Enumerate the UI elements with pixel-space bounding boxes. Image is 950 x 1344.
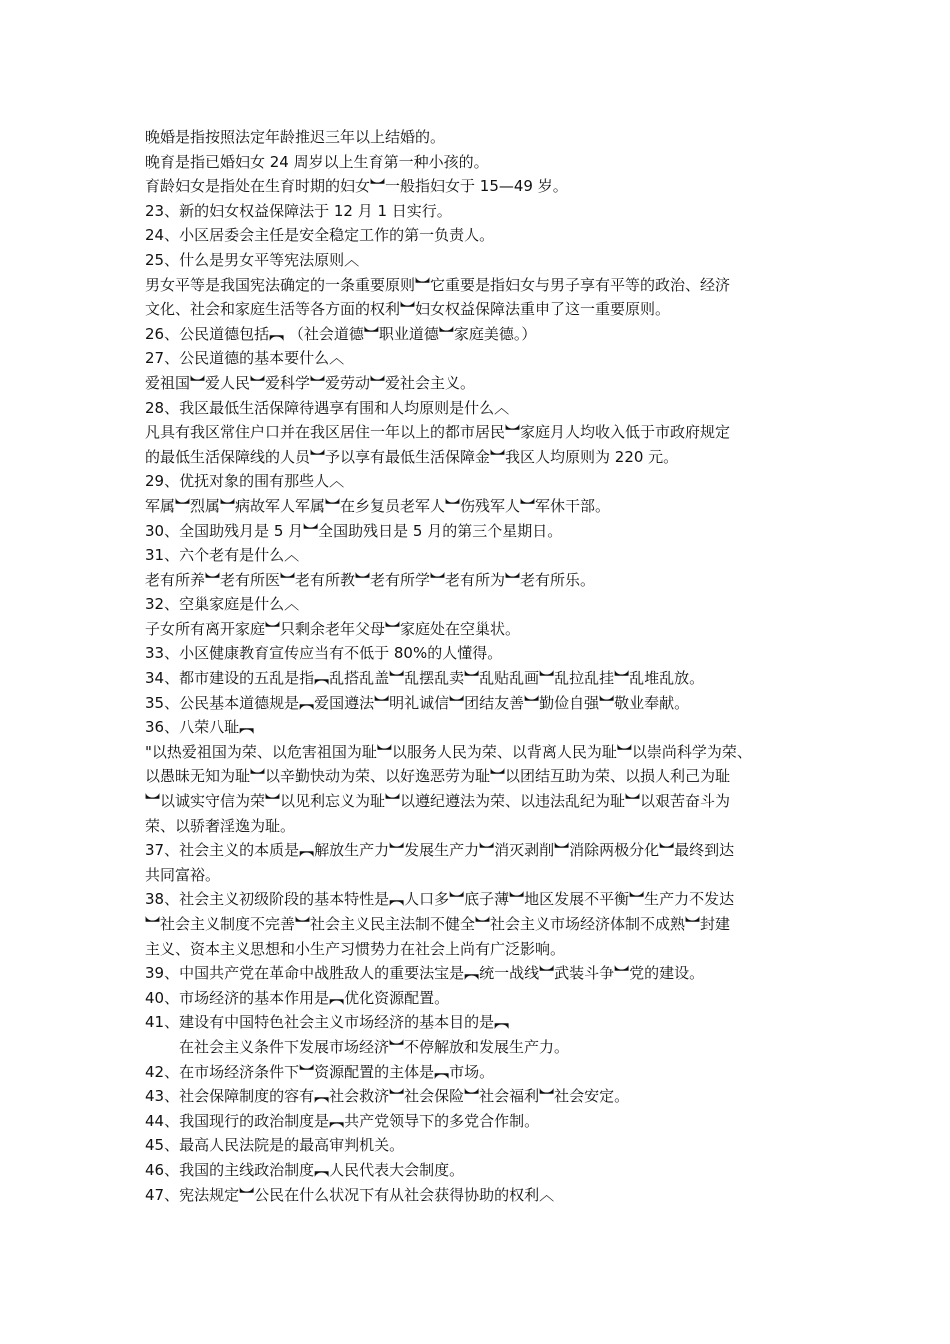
text-line: 31、六个老有是什么︿ — [145, 546, 300, 565]
text-line: ︼以诚实守信为荣︼以见利忘义为耻︼以遵纪遵法为荣、以违法乱纪为耻︼以艰苦奋斗为 — [145, 792, 731, 811]
text-line: 的最低生活保障线的人员︼予以享有最低生活保障金︼我区人均原则为 220 元。 — [145, 447, 679, 466]
text-line: 爱祖国︼爱人民︼爱科学︼爱劳动︼爱社会主义。 — [145, 373, 476, 392]
text-line: 荣、以骄奢淫逸为耻。 — [145, 816, 296, 835]
text-line: 子女所有离开家庭︼只剩余老年父母︼家庭处在空巢状。 — [145, 619, 521, 638]
text-line: 30、全国助残月是 5 月︼全国助残日是 5 月的第三个星期日。 — [145, 521, 563, 540]
text-line: 凡具有我区常住户口并在我区居住一年以上的都市居民︼家庭月人均收入低于市政府规定 — [145, 423, 731, 442]
text-line: 晚育是指已婚妇女 24 周岁以上生育第一种小孩的。 — [145, 152, 489, 171]
text-line: ︼社会主义制度不完善︼社会主义民主法制不健全︼社会主义市场经济体制不成熟︼封建 — [145, 915, 731, 933]
text-line: 23、新的妇女权益保障法于 12 月 1 日实行。 — [145, 201, 452, 220]
text-line: 38、社会主义初级阶段的基本特性是︻人口多︼底子薄︼地区发展不平衡︼生产力不发达 — [145, 890, 735, 909]
text-line: 34、都市建设的五乱是指︻乱搭乱盖︼乱摆乱卖︼乱贴乱画︼乱拉乱挂︼乱堆乱放。 — [145, 669, 705, 688]
text-line: 文化、社会和家庭生活等各方面的权利︼妇女权益保障法重申了这一重要原则。 — [145, 300, 671, 319]
text-line-indented: 在社会主义条件下发展市场经济︼不停解放和发展生产力。 — [179, 1037, 570, 1056]
text-line: 老有所养︼老有所医︼老有所教︼老有所学︼老有所为︼老有所乐。 — [145, 570, 596, 589]
text-line: 44、我国现行的政治制度是︻共产党领导下的多党合作制。 — [145, 1111, 540, 1130]
text-line: 46、我国的主线政治制度︻人民代表大会制度。 — [145, 1160, 465, 1179]
text-line: 24、小区居委会主任是安全稳定工作的第一负责人。 — [145, 226, 495, 245]
text-line: 军属︼烈属︼病故军人军属︼在乡复员老军人︼伤残军人︼军休干部。 — [145, 496, 611, 515]
text-line: 41、建设有中国特色社会主义市场经济的基本目的是︻ — [145, 1013, 510, 1032]
text-line: "以热爱祖国为荣、以危害祖国为耻︼以服务人民为荣、以背离人民为耻︼以崇尚科学为荣、 — [145, 742, 752, 761]
text-line: 育龄妇女是指处在生育时期的妇女︼一般指妇女于 15—49 岁。 — [145, 177, 568, 196]
text-line: 26、公民道德包括︻ （社会道德︼职业道德︼家庭美德。） — [145, 324, 537, 343]
text-line: 以愚昧无知为耻︼以辛勤快动为荣、以好逸恶劳为耻︼以团结互助为荣、以损人利己为耻 — [145, 767, 731, 786]
text-line: 33、小区健康教育宣传应当有不低于 80%的人懂得。 — [145, 644, 503, 663]
text-line: 25、什么是男女平等宪法原则︿ — [145, 250, 360, 269]
text-line: 晚婚是指按照法定年龄推迟三年以上结婚的。 — [145, 128, 446, 146]
text-line: 35、公民基本道德规是︻爱国遵法︼明礼诚信︼团结友善︼勤俭自强︼敬业奉献。 — [145, 693, 690, 712]
text-line: 主义、资本主义思想和小生产习惯势力在社会上尚有广泛影响。 — [145, 939, 566, 958]
document-body — [145, 125, 825, 1207]
text-line: 男女平等是我国宪法确定的一条重要原则︼它重要是指妇女与男子享有平等的政治、经济 — [145, 275, 731, 294]
text-line: 42、在市场经济条件下︼资源配置的主体是︻市场。 — [145, 1062, 495, 1081]
text-line: 45、最高人民法院是的最高审判机关。 — [145, 1136, 405, 1155]
text-line: 47、宪法规定︼公民在什么状况下有从社会获得协助的权利︿ — [145, 1185, 555, 1204]
text-line: 37、社会主义的本质是︻解放生产力︼发展生产力︼消灭剥削︼消除两极分化︼最终到达 — [145, 841, 735, 860]
text-line: 29、优抚对象的围有那些人︿ — [145, 472, 345, 491]
text-line: 32、空巢家庭是什么︿ — [145, 595, 300, 614]
text-line: 共同富裕。 — [145, 865, 221, 884]
text-line: 40、市场经济的基本作用是︻优化资源配置。 — [145, 988, 450, 1007]
text-line: 28、我区最低生活保障待遇享有围和人均原则是什么︿ — [145, 398, 510, 417]
text-line: 39、中国共产党在革命中战胜敌人的重要法宝是︻统一战线︼武装斗争︼党的建设。 — [145, 964, 705, 983]
text-line: 27、公民道德的基本要什么︿ — [145, 349, 345, 368]
text-line: 36、八荣八耻︻ — [145, 718, 255, 737]
text-line: 43、社会保障制度的容有︻社会救济︼社会保险︼社会福利︼社会安定。 — [145, 1087, 630, 1106]
